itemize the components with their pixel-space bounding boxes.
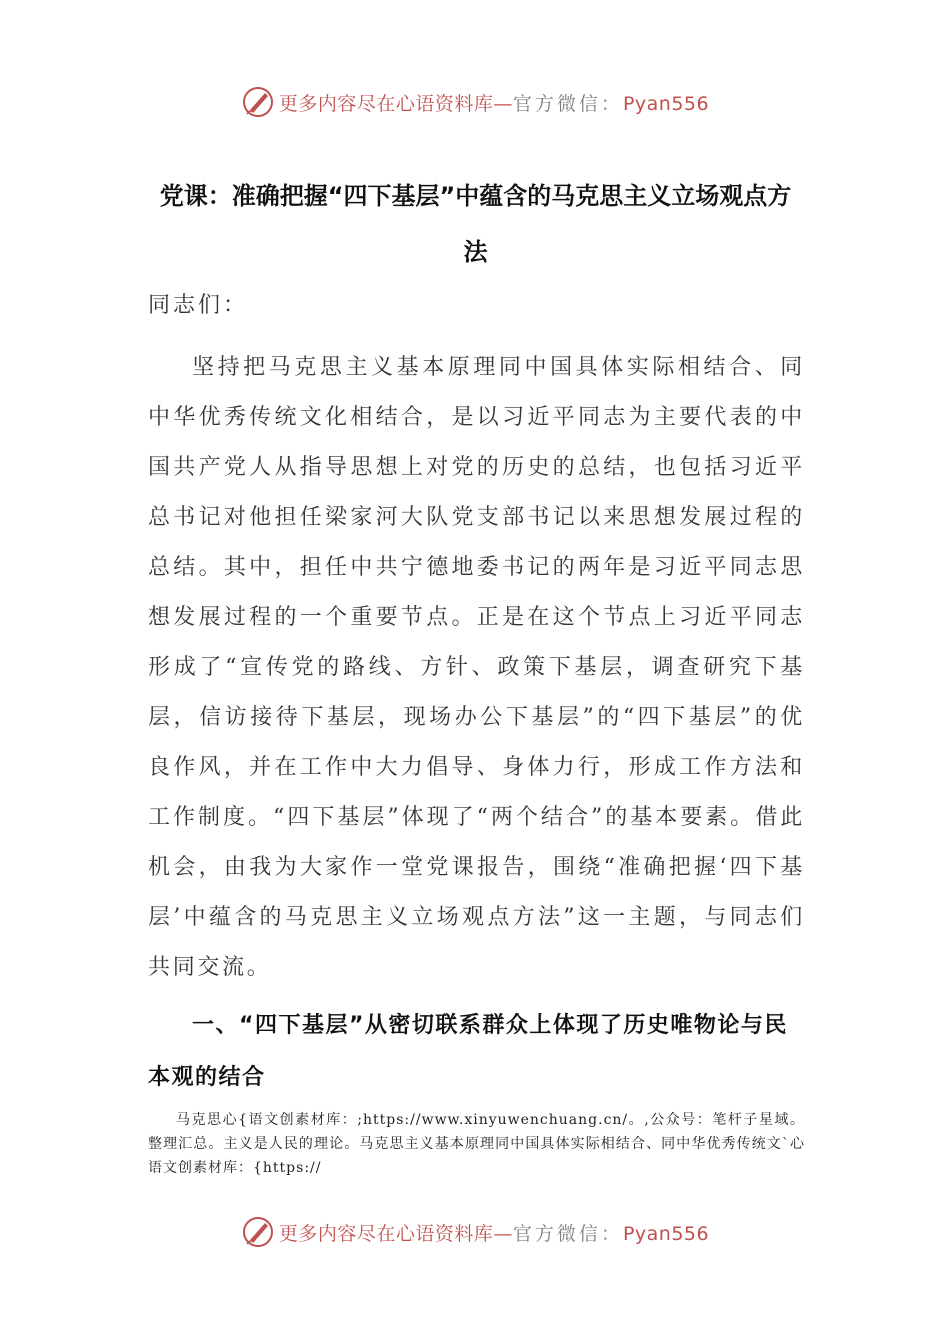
banner-dash: — <box>493 92 513 115</box>
section-heading: 一、“四下基层”从密切联系群众上体现了历史唯物论与民本观的结合 <box>148 1013 788 1090</box>
salutation: 同志们： <box>148 293 249 318</box>
banner-text <box>279 89 709 116</box>
banner-text <box>279 1219 709 1246</box>
document-title: 党课：准确把握“四下基层”中蕴含的马克思主义立场观点方法 <box>159 182 792 266</box>
banner-wechat-id: Pyan556 <box>622 92 710 115</box>
pen-logo-icon <box>241 1215 275 1249</box>
small-body-text: 马克思心{语文创素材库：;https://www.xinyuwenchuang.cn/。,公众号：笔杆子星域。整理汇总。主义是人民的理论。马克思主义基本原理同中国具体实际相结合、同中华优秀传统文`心语文创素材库：{https:// <box>148 1112 805 1176</box>
banner-site-name: 更多内容尽在心语资料库 <box>278 92 494 115</box>
banner-wechat-id: Pyan556 <box>622 1222 710 1245</box>
body-paragraph: 坚持把马克思主义基本原理同中国具体实际相结合、同中华优秀传统文化相结合，是以习近平同志为主要代表的中国共产党人从指导思想上对党的历史的总结，也包括习近平总书记对他担任梁家河大队党支部书记以来思想发展过程的总结。其中，担任中共宁德地委书记的两年是习近平同志思想发展过程的一个重要节点。正是在这个节点上习近平同志形成了“宣传党的路线、方针、政策下基层，调查研究下基层，信访接待下基层，现场办公下基层”的“四下基层”的优良作风，并在工作中大力倡导、身体力行，形成工作方法和工作制度。“四下基层”体现了“两个结合”的基本要素。借此机会，由我为大家作一堂党课报告，围绕“准确把握‘四下基层’中蕴含的马克思主义立场观点方法”这一主题，与同志们共同交流。 <box>148 355 805 980</box>
banner-site-name: 更多内容尽在心语资料库 <box>278 1222 494 1245</box>
pen-logo-icon <box>241 85 275 119</box>
banner-dash: — <box>493 1222 513 1245</box>
banner-wechat-label: 官方微信： <box>512 1222 623 1245</box>
footer-banner <box>0 1212 950 1252</box>
banner-wechat-label: 官方微信： <box>512 92 623 115</box>
header-banner <box>0 82 950 122</box>
